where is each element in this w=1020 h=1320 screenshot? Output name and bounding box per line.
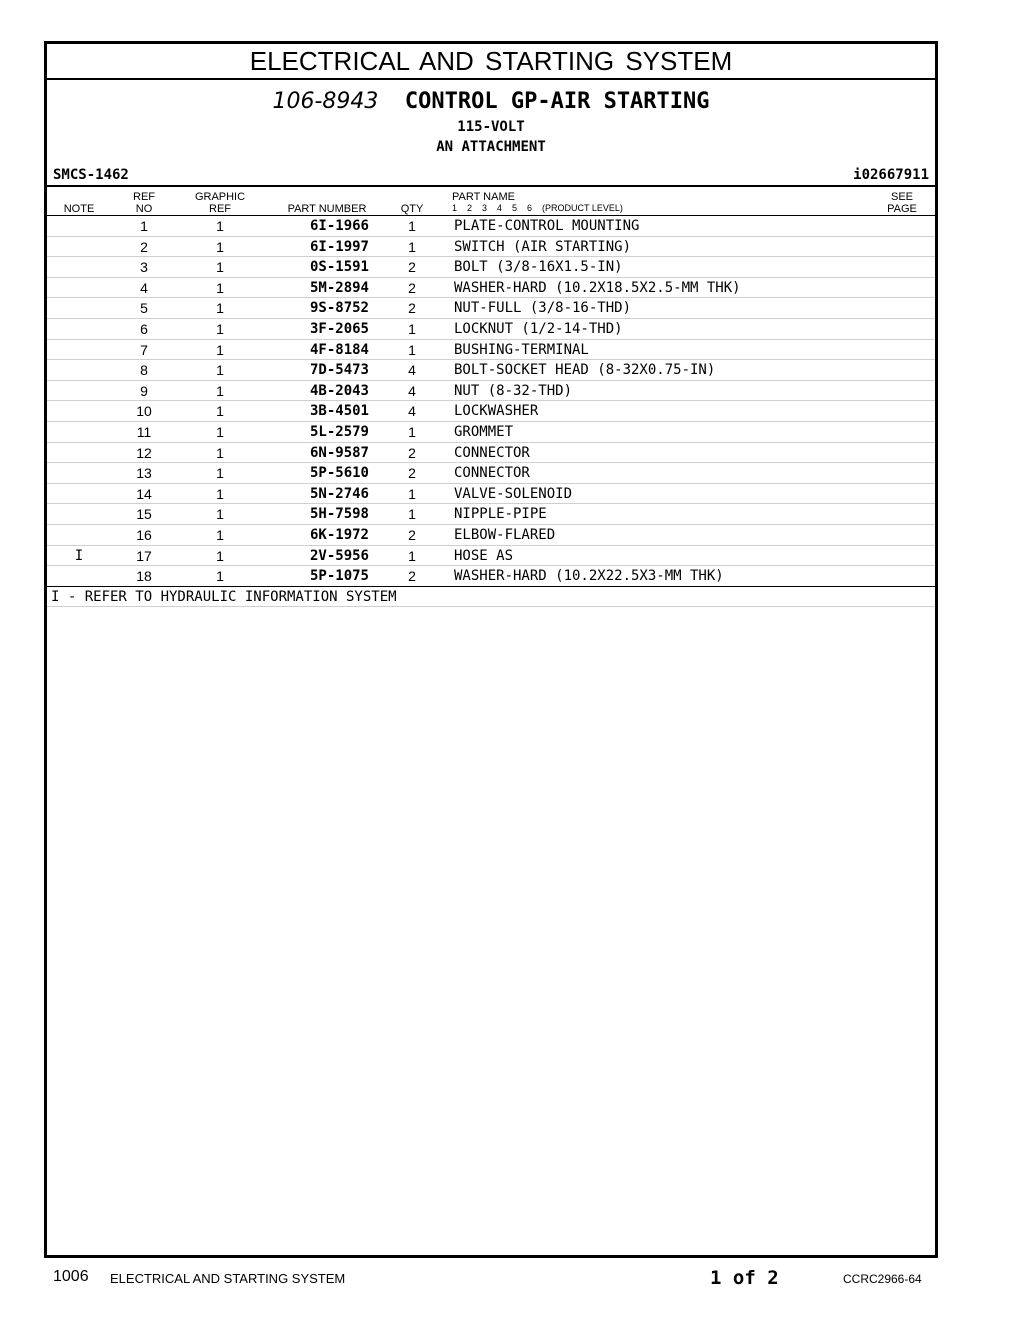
table-row (47, 545, 935, 566)
table-row (47, 297, 935, 318)
footnote-row (47, 586, 935, 607)
table-row (47, 380, 935, 401)
table-row (47, 277, 935, 298)
row-ref-no: 11 (136, 423, 152, 440)
row-ref-no: 4 (140, 279, 148, 296)
row-part-number: 6I-1966 (309, 218, 369, 234)
row-ref-no: 13 (136, 465, 152, 482)
row-qty: 1 (408, 238, 416, 255)
row-part-name: NUT (8-32-THD) (454, 382, 573, 399)
group-number: 106-8943 (272, 89, 379, 114)
col-header-qty: QTY (400, 203, 424, 215)
table-row (47, 318, 935, 339)
row-ref-no: 18 (136, 568, 152, 585)
row-ref-no: 17 (136, 547, 152, 564)
table-row (47, 483, 935, 504)
col-header-see-line2: PAGE (887, 203, 917, 215)
row-ref-no: 1 (140, 218, 148, 234)
col-header-graphic-ref (190, 191, 250, 215)
row-graphic-ref: 1 (216, 382, 224, 399)
row-qty: 2 (408, 568, 416, 585)
row-part-number: 4B-2043 (309, 382, 369, 399)
table-row (47, 524, 935, 545)
row-qty: 2 (408, 300, 416, 317)
page-frame (44, 41, 938, 1258)
row-qty: 1 (408, 423, 416, 440)
col-header-see-page (877, 191, 927, 215)
row-qty: 4 (408, 403, 416, 420)
row-part-name: NUT-FULL (3/8-16-THD) (454, 300, 632, 317)
row-graphic-ref: 1 (216, 238, 224, 255)
row-ref-no: 15 (136, 506, 152, 523)
row-graphic-ref: 1 (216, 320, 224, 337)
row-part-name: GROMMET (454, 423, 514, 440)
row-part-number: 5P-5610 (309, 465, 369, 482)
row-graphic-ref: 1 (216, 403, 224, 420)
table-row (47, 421, 935, 442)
col-header-ref-line2: NO (135, 203, 153, 215)
row-part-number: 3B-4501 (309, 403, 369, 420)
row-qty: 1 (408, 341, 416, 358)
row-part-name: BOLT (3/8-16X1.5-IN) (454, 259, 623, 276)
row-ref-no: 12 (136, 444, 152, 461)
row-graphic-ref: 1 (216, 300, 224, 317)
row-graphic-ref: 1 (216, 568, 224, 585)
row-part-number: 5N-2746 (309, 485, 369, 502)
row-qty: 2 (408, 465, 416, 482)
smcs-code: SMCS-1462 (53, 167, 129, 183)
row-part-name: HOSE AS (454, 547, 514, 564)
row-qty: 2 (408, 259, 416, 276)
col-header-part-name: PART NAME (452, 191, 515, 203)
col-header-note: NOTE (63, 203, 95, 215)
row-part-name: CONNECTOR (454, 465, 530, 482)
group-name: CONTROL GP-AIR STARTING (404, 89, 710, 114)
group-subtitle-voltage: 115-VOLT (457, 119, 525, 135)
row-part-number: 3F-2065 (309, 320, 369, 337)
col-header-ref-line1: REF (133, 191, 155, 203)
row-graphic-ref: 1 (216, 362, 224, 379)
row-part-name: SWITCH (AIR STARTING) (454, 238, 632, 255)
row-ref-no: 16 (136, 526, 152, 543)
row-graphic-ref: 1 (216, 526, 224, 543)
row-part-name: BUSHING-TERMINAL (454, 341, 589, 358)
table-row (47, 400, 935, 421)
row-graphic-ref: 1 (216, 547, 224, 564)
table-row (47, 565, 935, 586)
row-part-name: LOCKWASHER (454, 403, 539, 420)
row-part-number: 0S-1591 (309, 259, 369, 276)
row-part-number: 5M-2894 (309, 279, 369, 296)
footer-page-number: 1006 (53, 1268, 89, 1285)
row-part-name: WASHER-HARD (10.2X22.5X3-MM THK) (454, 568, 724, 585)
row-part-number: 6N-9587 (309, 444, 369, 461)
row-part-name: BOLT-SOCKET HEAD (8-32X0.75-IN) (454, 362, 716, 379)
footer-code: CCRC2966-64 (843, 1272, 922, 1286)
footer-page-of: 1 of 2 (710, 1267, 779, 1289)
row-graphic-ref: 1 (216, 485, 224, 502)
row-part-name: VALVE-SOLENOID (454, 485, 573, 502)
row-part-number: 5H-7598 (309, 506, 369, 523)
row-graphic-ref: 1 (216, 423, 224, 440)
row-ref-no: 7 (140, 341, 148, 358)
row-qty: 2 (408, 526, 416, 543)
table-row (47, 462, 935, 483)
col-header-see-line1: SEE (890, 191, 913, 203)
illustration-id: i02667911 (853, 167, 929, 183)
row-qty: 4 (408, 382, 416, 399)
row-qty: 2 (408, 444, 416, 461)
row-qty: 4 (408, 362, 416, 379)
row-graphic-ref: 1 (216, 465, 224, 482)
row-ref-no: 8 (140, 362, 148, 379)
row-ref-no: 9 (140, 382, 148, 399)
row-ref-no: 10 (136, 403, 152, 420)
col-header-graphic-line2: REF (209, 203, 231, 215)
row-graphic-ref: 1 (216, 218, 224, 234)
row-ref-no: 3 (140, 259, 148, 276)
row-part-name: PLATE-CONTROL MOUNTING (454, 218, 640, 234)
row-part-number: 6I-1997 (309, 238, 369, 255)
row-part-number: 7D-5473 (309, 362, 369, 379)
row-part-number: 2V-5956 (309, 547, 369, 564)
table-row (47, 236, 935, 257)
row-qty: 1 (408, 547, 416, 564)
row-ref-no: 14 (136, 485, 152, 502)
col-header-ref-no (127, 191, 161, 215)
row-graphic-ref: 1 (216, 341, 224, 358)
row-qty: 1 (408, 506, 416, 523)
section-title: ELECTRICAL AND STARTING SYSTEM (47, 44, 935, 80)
row-qty: 2 (408, 279, 416, 296)
row-note: I (74, 547, 84, 564)
footnote-text: I - REFER TO HYDRAULIC INFORMATION SYSTEM (51, 588, 397, 605)
row-qty: 1 (408, 218, 416, 234)
row-graphic-ref: 1 (216, 444, 224, 461)
col-header-part-number: PART NUMBER (287, 203, 367, 215)
row-part-name: LOCKNUT (1/2-14-THD) (454, 320, 623, 337)
group-heading (47, 89, 935, 114)
table-row (47, 215, 935, 236)
row-graphic-ref: 1 (216, 506, 224, 523)
row-part-name: ELBOW-FLARED (454, 526, 556, 543)
row-part-name: WASHER-HARD (10.2X18.5X2.5-MM THK) (454, 279, 741, 296)
table-row (47, 503, 935, 524)
table-row (47, 339, 935, 360)
row-ref-no: 6 (140, 320, 148, 337)
table-row (47, 442, 935, 463)
row-graphic-ref: 1 (216, 279, 224, 296)
row-ref-no: 2 (140, 238, 148, 255)
header-rule (47, 185, 935, 187)
group-subtitle-attachment: AN ATTACHMENT (436, 139, 546, 155)
row-part-name: CONNECTOR (454, 444, 530, 461)
row-part-name: NIPPLE-PIPE (454, 506, 547, 523)
row-qty: 1 (408, 485, 416, 502)
row-part-number: 6K-1972 (309, 526, 369, 543)
footer-title: ELECTRICAL AND STARTING SYSTEM (110, 1271, 346, 1286)
row-part-number: 9S-8752 (309, 300, 369, 317)
col-header-graphic-line1: GRAPHIC (194, 191, 246, 203)
table-row (47, 359, 935, 380)
table-row (47, 256, 935, 277)
row-ref-no: 5 (140, 300, 148, 317)
parts-table (47, 215, 935, 607)
row-part-number: 4F-8184 (309, 341, 369, 358)
row-part-number: 5P-1075 (309, 568, 369, 585)
row-graphic-ref: 1 (216, 259, 224, 276)
row-qty: 1 (408, 320, 416, 337)
col-header-product-levels: 1 2 3 4 5 6 (PRODUCT LEVEL) (452, 203, 623, 213)
row-part-number: 5L-2579 (309, 423, 369, 440)
